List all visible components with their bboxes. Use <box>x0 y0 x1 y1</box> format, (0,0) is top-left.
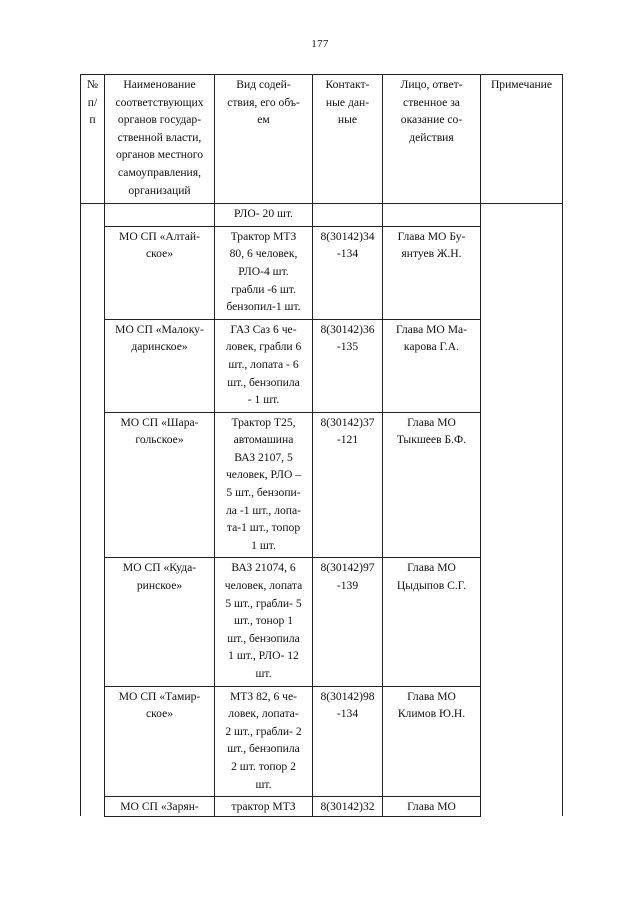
aid-table <box>80 74 563 817</box>
organization-cell: МО СП «Шара- гольское» <box>105 412 215 558</box>
aid-cell: РЛО- 20 шт. <box>215 204 313 227</box>
aid-cell: ГАЗ Саз 6 че- ловек, грабли 6 шт., лопата - 6 шт., бензопила - 1 шт. <box>215 319 313 412</box>
aid-cell: Трактор МТЗ 80, 6 человек, РЛО-4 шт. грабли -6 шт. бензопил-1 шт. <box>215 226 313 319</box>
contact-cell <box>313 204 383 227</box>
person-cell: Глава МО Климов Ю.Н. <box>383 686 481 797</box>
person-cell: Глава МО Цыдыпов С.Г. <box>383 558 481 686</box>
note-cell <box>481 204 563 817</box>
table-header-row <box>81 75 563 204</box>
organization-cell: МО СП «Куда- ринское» <box>105 558 215 686</box>
contact-cell: 8(30142)36 -135 <box>313 319 383 412</box>
contact-cell: 8(30142)98 -134 <box>313 686 383 797</box>
organization-cell: МО СП «Зарян- <box>105 797 215 817</box>
contact-cell: 8(30142)34 -134 <box>313 226 383 319</box>
header-contacts: Контакт- ные дан- ные <box>313 75 383 204</box>
contact-cell: 8(30142)97 -139 <box>313 558 383 686</box>
organization-cell: МО СП «Алтай- ское» <box>105 226 215 319</box>
organization-cell: МО СП «Малоку- даринское» <box>105 319 215 412</box>
person-cell: Глава МО Ма- карова Г.А. <box>383 319 481 412</box>
contact-cell: 8(30142)32 <box>313 797 383 817</box>
aid-cell: МТЗ 82, 6 че- ловек, лопата- 2 шт., грабли- 2 шт., бензопила 2 шт. топор 2 шт. <box>215 686 313 797</box>
contact-cell: 8(30142)37 -121 <box>313 412 383 558</box>
person-cell: Глава МО Тыкшеев Б.Ф. <box>383 412 481 558</box>
organization-cell <box>105 204 215 227</box>
person-cell: Глава МО Бу- янтуев Ж.Н. <box>383 226 481 319</box>
aid-cell: ВАЗ 21074, 6 человек, лопата 5 шт., грабли- 5 шт., тонор 1 шт., бензопила 1 шт., РЛО- 12 шт. <box>215 558 313 686</box>
person-cell <box>383 204 481 227</box>
person-cell: Глава МО <box>383 797 481 817</box>
table-row <box>81 204 563 227</box>
header-responsible-person: Лицо, ответ- ственное за оказание со- действия <box>383 75 481 204</box>
aid-cell: трактор МТЗ <box>215 797 313 817</box>
header-aid-type: Вид содей- ствия, его объ- ем <box>215 75 313 204</box>
aid-cell: Трактор Т25, автомашина ВАЗ 2107, 5 человек, РЛО – 5 шт., бензопи- ла -1 шт., лопа- та-1 шт., топор 1 шт. <box>215 412 313 558</box>
header-note: Примечание <box>481 75 563 204</box>
page-number: 177 <box>311 38 329 50</box>
header-number: № п/ п <box>81 75 105 204</box>
row-number-cell <box>81 204 105 817</box>
organization-cell: МО СП «Тамир- ское» <box>105 686 215 797</box>
header-organization: Наименование соответствующих органов государ- ственной власти, органов местного самоуправления, организаций <box>105 75 215 204</box>
